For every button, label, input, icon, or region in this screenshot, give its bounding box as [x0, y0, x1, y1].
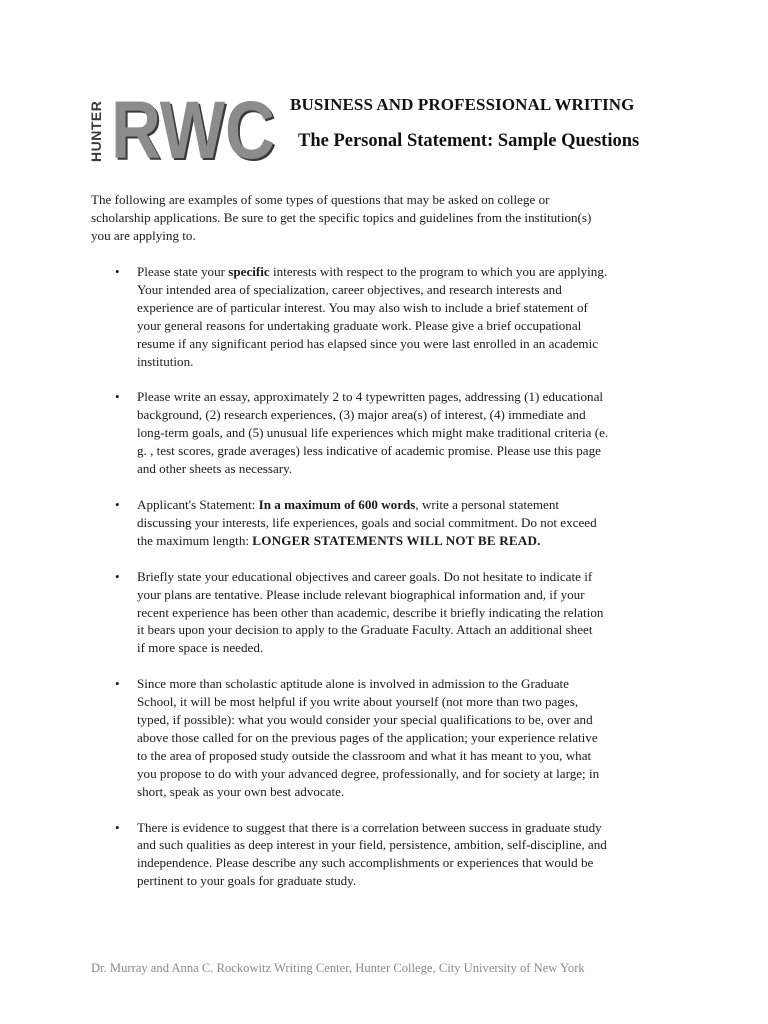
question-line: discussing your interests, life experiences, goals and social commitment. Do not exceed	[137, 514, 597, 530]
intro-line: scholarship applications. Be sure to get the specific topics and guidelines from the institution(s)	[91, 210, 592, 225]
question-item	[0, 496, 768, 550]
question-line: experience are of particular interest. You may also wish to include a brief statement of	[137, 299, 588, 315]
question-list	[0, 263, 768, 908]
question-line: above those called for on the previous pages of the application; your experience relative	[137, 729, 598, 745]
question-line: Since more than scholastic aptitude alone is involved in admission to the Graduate	[137, 676, 569, 692]
question-line: long-term goals, and (5) unusual life experiences which might make traditional criteria (e.	[137, 425, 609, 441]
question-line	[137, 496, 768, 514]
question-line: pertinent to your goals for graduate study.	[137, 873, 357, 889]
question-line: your general reasons for undertaking graduate work. Please give a brief occupational	[137, 317, 582, 333]
bullet-marker: •	[115, 819, 120, 835]
logo-side-text: HUNTER	[88, 100, 104, 162]
question-line: and other sheets as necessary.	[137, 461, 293, 477]
emphasis-text: In a maximum of 600 words	[258, 496, 416, 512]
question-line: your plans are tentative. Please include relevant biographical information and, if your	[137, 586, 585, 602]
page-footer: Dr. Murray and Anna C. Rockowitz Writing Center, Hunter College, City University of New York	[91, 961, 585, 975]
question-item	[0, 263, 768, 370]
question-line: Please write an essay, approximately 2 to 4 typewritten pages, addressing (1) educational	[137, 389, 604, 405]
question-line: Briefly state your educational objectives and career goals. Do not hesitate to indicate if	[137, 568, 593, 584]
question-line: background, (2) research experiences, (3) major area(s) of interest, (4) immediate and	[137, 407, 586, 423]
question-line: short, speak as your own best advocate.	[137, 783, 345, 799]
question-item	[0, 819, 768, 891]
question-line: Your intended area of specialization, career objectives, and research interests and	[137, 281, 562, 297]
page-title: The Personal Statement: Sample Questions	[298, 131, 640, 151]
question-line: There is evidence to suggest that there is a correlation between success in graduate study	[137, 819, 602, 835]
intro-paragraph	[91, 191, 691, 245]
header-title: BUSINESS AND PROFESSIONAL WRITING	[290, 95, 635, 114]
question-line: resume if any significant period has elapsed since you were last enrolled in an academic	[137, 335, 599, 351]
intro-line: The following are examples of some types of questions that may be asked on college or	[91, 192, 550, 207]
warning-text: LONGER STATEMENTS WILL NOT BE READ.	[252, 532, 541, 548]
logo-main-text: RWC	[111, 92, 275, 164]
logo-main-text-shadow: RWC	[113, 92, 277, 164]
text-run: Applicant's Statement:	[137, 496, 259, 512]
hunter-rwc-logo	[88, 92, 278, 164]
text-run: interests with respect to the program to which you are applying.	[269, 264, 608, 279]
text-run: , write a personal statement	[415, 496, 560, 512]
question-item	[0, 568, 768, 658]
question-line: typed, if possible): what you would consider your special qualifications to be, over and	[137, 712, 593, 728]
question-line: to the area of proposed study outside the classroom and what it has meant to you, what	[137, 747, 592, 763]
question-line: g. , test scores, grade averages) less indicative of academic promise. Please use this page	[137, 443, 601, 459]
bullet-marker: •	[115, 568, 120, 584]
question-item	[0, 388, 768, 478]
question-line: it bears upon your decision to apply to the Graduate Faculty. Attach an additional sheet	[137, 622, 593, 638]
question-line: if more space is needed.	[137, 640, 264, 656]
bullet-marker: •	[115, 389, 120, 405]
question-line	[137, 532, 768, 550]
question-line: institution.	[137, 353, 194, 369]
bullet-marker: •	[115, 264, 120, 279]
rwc-logo-graphic	[88, 92, 278, 164]
bullet-marker: •	[115, 496, 120, 512]
question-line: you propose to do with your advanced degree, professionally, and for society at large; in	[137, 765, 600, 781]
text-run: the maximum length:	[137, 532, 253, 548]
emphasis-text: specific	[228, 264, 270, 279]
text-run: Please state your	[137, 264, 229, 279]
question-line: School, it will be most helpful if you write about yourself (not more than two pages,	[137, 694, 579, 710]
question-item	[0, 675, 768, 800]
question-line: and such qualities as deep interest in your field, persistence, ambition, self-discipline, and	[137, 837, 607, 853]
question-line	[137, 263, 768, 281]
bullet-marker: •	[115, 676, 120, 692]
question-line: recent experience has been other than academic, describe it briefly indicating the relation	[137, 604, 604, 620]
intro-line: you are applying to.	[91, 228, 196, 243]
question-line: independence. Please describe any such accomplishments or experiences that would be	[137, 855, 594, 871]
